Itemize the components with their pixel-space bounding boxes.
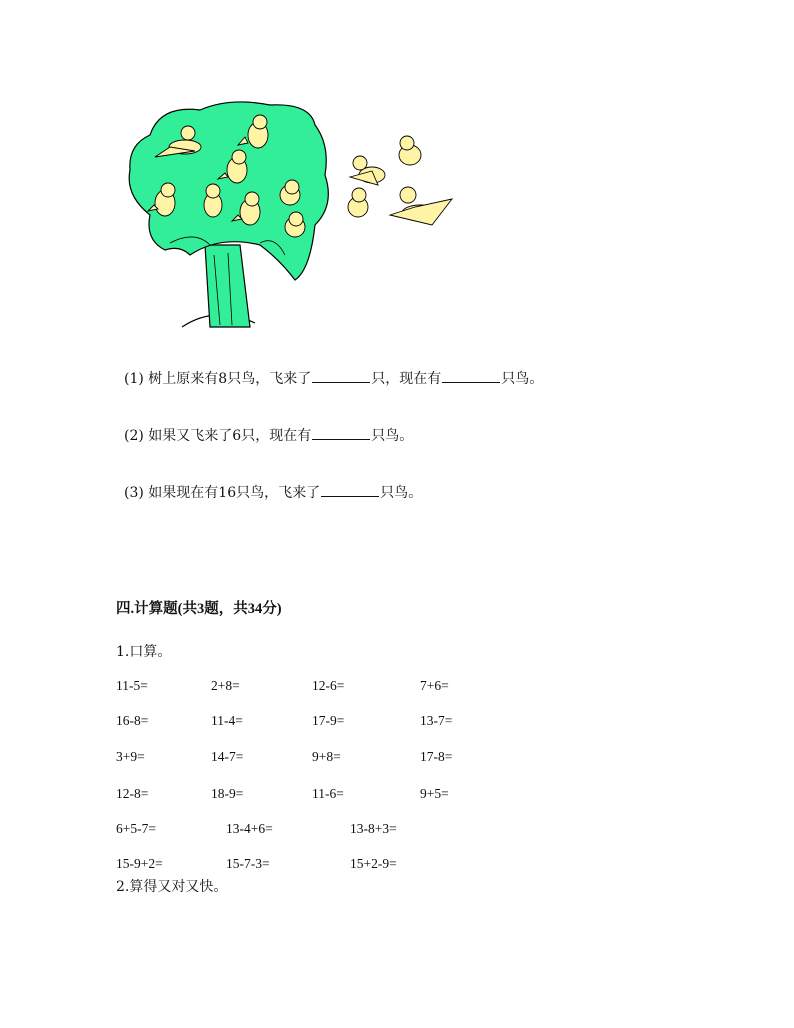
math-problem: 15-9+2= — [116, 856, 163, 871]
math-problem: 13-4+6= — [226, 821, 273, 836]
math-problem: 3+9= — [116, 749, 145, 764]
flying-bird-icon — [350, 156, 385, 185]
question-text: 如果又飞来了6只，现在有 — [148, 428, 312, 444]
math-problem: 12-8= — [116, 786, 149, 801]
tree-birds-illustration — [110, 95, 470, 335]
question-2 — [124, 425, 413, 445]
math-problem: 11-5= — [116, 678, 148, 693]
math-problem: 15-7-3= — [226, 856, 270, 871]
question-text: 只鸟。 — [371, 428, 414, 444]
answer-blank[interactable] — [442, 368, 500, 383]
answer-blank[interactable] — [312, 425, 370, 440]
question-1 — [124, 368, 543, 388]
answer-blank[interactable] — [321, 482, 379, 497]
math-problem: 17-8= — [420, 749, 453, 764]
question-number: (3) — [124, 485, 144, 501]
question-text: 只，现在有 — [371, 371, 442, 387]
question-text: 如果现在有16只鸟，飞来了 — [148, 485, 321, 501]
section-title: 四.计算题(共3题，共34分) — [116, 601, 282, 617]
math-problem: 18-9= — [211, 786, 244, 801]
math-problem: 9+8= — [312, 749, 341, 764]
math-problem: 2+8= — [211, 678, 240, 693]
math-problem: 6+5-7= — [116, 821, 156, 836]
math-problem: 13-8+3= — [350, 821, 397, 836]
flying-bird-icon — [390, 187, 452, 225]
math-problem: 17-9= — [312, 713, 345, 728]
math-problem: 14-7= — [211, 749, 244, 764]
question-number: (1) — [124, 371, 144, 387]
subsection-title: 1.口算。 — [116, 644, 172, 660]
math-problem: 15+2-9= — [350, 856, 397, 871]
bird-icon — [204, 184, 222, 217]
math-problem: 11-4= — [211, 713, 243, 728]
subsection-title: 2.算得又对又快。 — [116, 879, 228, 895]
math-problem: 9+5= — [420, 786, 449, 801]
answer-blank[interactable] — [312, 368, 370, 383]
tree-trunk-icon — [205, 245, 250, 327]
math-problem: 16-8= — [116, 713, 149, 728]
question-text: 树上原来有8只鸟，飞来了 — [148, 371, 312, 387]
question-number: (2) — [124, 428, 144, 444]
math-problem: 13-7= — [420, 713, 453, 728]
flying-bird-icon — [399, 136, 421, 165]
math-problem: 12-6= — [312, 678, 345, 693]
flying-bird-icon — [348, 188, 368, 217]
question-text: 只鸟。 — [501, 371, 544, 387]
question-3 — [124, 482, 422, 502]
question-text: 只鸟。 — [380, 485, 423, 501]
math-problem: 11-6= — [312, 786, 344, 801]
math-problem: 7+6= — [420, 678, 449, 693]
